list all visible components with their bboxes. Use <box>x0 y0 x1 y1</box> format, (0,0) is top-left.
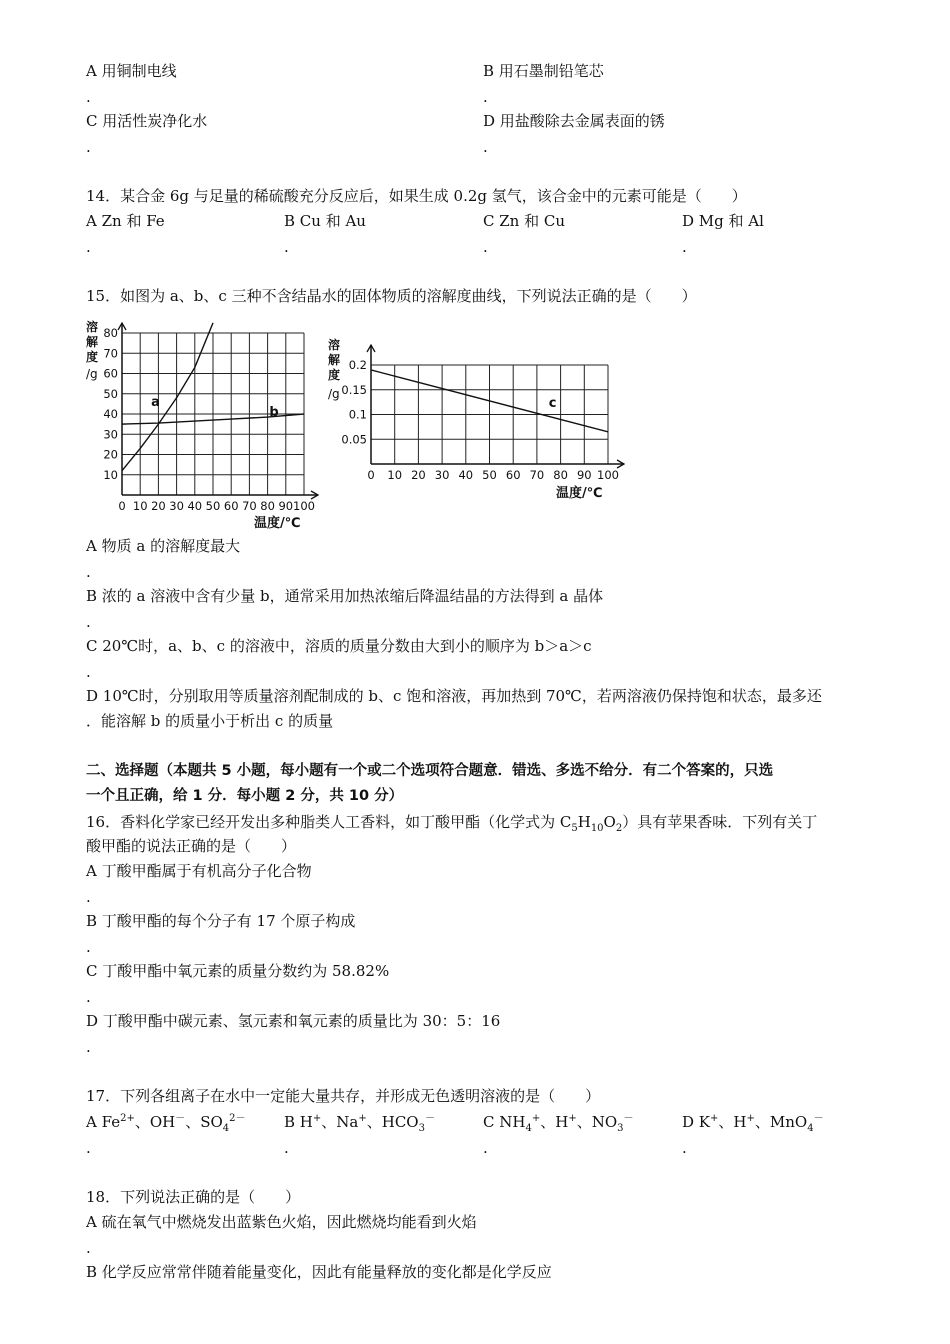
q14-stem: 14．某合金 6g 与足量的稀硫酸充分反应后，如果生成 0.2g 氢气，该合金中的元素可能是（ ） <box>86 187 747 205</box>
x-tick-label: 90 <box>576 468 592 482</box>
y-tick-label: 40 <box>103 407 118 421</box>
x-tick-label: 20 <box>411 468 426 482</box>
x-tick-label: 10 <box>387 468 403 482</box>
option-dot: . <box>86 938 91 956</box>
svg-text:溶: 溶 <box>86 320 99 334</box>
q17-option-a: A $Fe^{2+}$、OH－、$SO_4^{2-}$ <box>86 1113 246 1134</box>
section-2-header-line2: 一个且正确，给 1 分．每小题 2 分，共 10 分） <box>86 788 404 804</box>
y-tick-label: 30 <box>103 427 118 442</box>
y-tick-label: 70 <box>103 346 118 361</box>
q13-option-b: B 用石墨制铅笔芯 <box>483 62 604 80</box>
curve-label-a: a <box>151 394 160 410</box>
svg-text:/g: /g <box>86 367 98 381</box>
x-tick-label: 30 <box>169 499 184 513</box>
option-dot: . <box>483 1139 488 1157</box>
q17-option-d: D K+、H+、MnO$_4$－ <box>682 1113 824 1134</box>
option-dot: . <box>284 238 289 256</box>
x-tick-label: 60 <box>223 499 239 513</box>
q18-option-b: B 化学反应常常伴随着能量变化，因此有能量释放的变化都是化学反应 <box>86 1263 552 1281</box>
x-tick-label: 50 <box>205 499 221 513</box>
x-tick-label: 40 <box>187 499 203 513</box>
q14-option-a: A Zn 和 Fe <box>86 212 165 230</box>
svg-text:度: 度 <box>328 368 341 382</box>
svg-text:/g: /g <box>328 387 340 401</box>
q14-option-d: D Mg 和 Al <box>682 212 764 230</box>
option-dot: . <box>86 1038 91 1056</box>
x-tick-label: 20 <box>151 499 166 513</box>
y-tick-label: 50 <box>103 386 118 401</box>
q15-option-c: C 20℃时，a、b、c 的溶液中，溶质的质量分数由大到小的顺序为 b＞a＞c <box>86 637 592 655</box>
q15-option-d-cont: ．能溶解 b 的质量小于析出 c 的质量 <box>86 712 334 730</box>
y-tick-label: 80 <box>103 326 118 340</box>
q16-option-a: A 丁酸甲酯属于有机高分子化合物 <box>86 862 312 880</box>
x-tick-label: 40 <box>458 468 474 482</box>
x-tick-label: 100 <box>597 468 619 482</box>
y-tick-label: 0.15 <box>341 382 367 397</box>
option-dot: . <box>86 138 91 156</box>
y-tick-label: 0.2 <box>348 358 367 372</box>
option-dot: . <box>86 563 91 581</box>
x-tick-label: 70 <box>529 468 545 482</box>
option-dot: . <box>86 663 91 681</box>
section-2-header-line1: 二、选择题（本题共 5 小题，每小题有一个或二个选项符合题意．错选、多选不给分．有二个答案的，只选 <box>86 763 774 779</box>
y-tick-label: 0.05 <box>341 432 367 447</box>
q15-option-d: D 10℃时，分别取用等质量溶剂配制成的 b、c 饱和溶液，再加热到 70℃，若两溶液仍保持饱和状态，最多还 <box>86 687 822 705</box>
tick-labels <box>103 326 315 513</box>
q15-stem: 15．如图为 a、b、c 三种不含结晶水的固体物质的溶解度曲线，下列说法正确的是（ ） <box>86 287 697 305</box>
x-tick-label: 100 <box>293 499 315 513</box>
q16-option-d: D 丁酸甲酯中碳元素、氢元素和氧元素的质量比为 30：5：16 <box>86 1012 501 1030</box>
option-dot: . <box>86 1139 91 1157</box>
curve-a <box>122 323 213 471</box>
option-dot: . <box>682 1139 687 1157</box>
option-dot: . <box>86 88 91 106</box>
x-tick-label: 0 <box>118 499 126 513</box>
q15-option-a: A 物质 a 的溶解度最大 <box>86 537 241 555</box>
q14-option-b: B Cu 和 Au <box>284 212 366 230</box>
x-tick-label: 0 <box>367 468 375 482</box>
option-dot: . <box>86 1239 91 1257</box>
option-dot: . <box>682 238 687 256</box>
svg-text:度: 度 <box>86 350 99 364</box>
chart-grid <box>118 323 318 499</box>
q15-option-b: B 浓的 a 溶液中含有少量 b，通常采用加热浓缩后降温结晶的方法得到 a 晶体 <box>86 587 604 605</box>
q18-stem: 18．下列说法正确的是（ ） <box>86 1188 301 1206</box>
x-tick-label: 30 <box>434 468 450 482</box>
x-tick-label: 90 <box>278 499 294 513</box>
q13-option-c: C 用活性炭净化水 <box>86 112 208 130</box>
option-dot: . <box>86 238 91 256</box>
y-tick-label: 60 <box>103 366 118 381</box>
q17-stem: 17．下列各组离子在水中一定能大量共存，并形成无色透明溶液的是（ ） <box>86 1087 601 1105</box>
q16-stem-line2: 酸甲酯的说法正确的是（ ） <box>86 837 297 855</box>
x-tick-label: 60 <box>505 468 521 482</box>
svg-text:解: 解 <box>86 335 99 349</box>
solubility-chart-c <box>324 335 634 505</box>
x-tick-label: 70 <box>242 499 257 513</box>
q13-option-d: D 用盐酸除去金属表面的锈 <box>483 112 665 130</box>
y-tick-label: 10 <box>103 467 118 482</box>
q18-option-a: A 硫在氧气中燃烧发出蓝紫色火焰，因此燃烧均能看到火焰 <box>86 1213 477 1231</box>
q17-option-c: C $NH_4^+$、H+、$NO_3^-$ <box>483 1113 634 1134</box>
x-tick-label: 80 <box>260 499 275 513</box>
svg-text:溶: 溶 <box>328 338 341 352</box>
y-axis-label <box>86 319 98 381</box>
chart-grid <box>367 345 624 468</box>
x-tick-label: 10 <box>132 499 148 513</box>
solubility-chart-ab <box>82 315 332 535</box>
curve-label-c: c <box>548 396 557 412</box>
q16-option-b: B 丁酸甲酯的每个分子有 17 个原子构成 <box>86 912 356 930</box>
q17-option-b: B H+、Na+、$HCO_3^-$ <box>284 1113 435 1134</box>
option-dot: . <box>86 613 91 631</box>
x-tick-label: 80 <box>553 468 568 482</box>
q13-option-a: A 用铜制电线 <box>86 62 177 80</box>
y-axis-label <box>328 337 340 401</box>
curve-label-b: b <box>269 405 279 421</box>
option-dot: . <box>86 988 91 1006</box>
y-tick-label: 0.1 <box>348 407 367 422</box>
x-axis-label: 温度/℃ <box>556 486 603 501</box>
option-dot: . <box>483 238 488 256</box>
option-dot: . <box>483 88 488 106</box>
x-axis-label: 温度/℃ <box>254 516 301 531</box>
q14-option-c: C Zn 和 Cu <box>483 212 566 230</box>
option-dot: . <box>284 1139 289 1157</box>
q16-option-c: C 丁酸甲酯中氧元素的质量分数约为 58.82% <box>86 962 390 980</box>
svg-text:解: 解 <box>328 353 341 367</box>
x-tick-label: 50 <box>482 468 497 482</box>
y-tick-label: 20 <box>103 447 118 462</box>
option-dot: . <box>483 138 488 156</box>
q16-stem-line1: 16．香料化学家已经开发出多种脂类人工香料，如丁酸甲酯（化学式为 $C_5H_{10}O_2$）具有苹果香味．下列有关丁 <box>86 813 818 834</box>
option-dot: . <box>86 888 91 906</box>
